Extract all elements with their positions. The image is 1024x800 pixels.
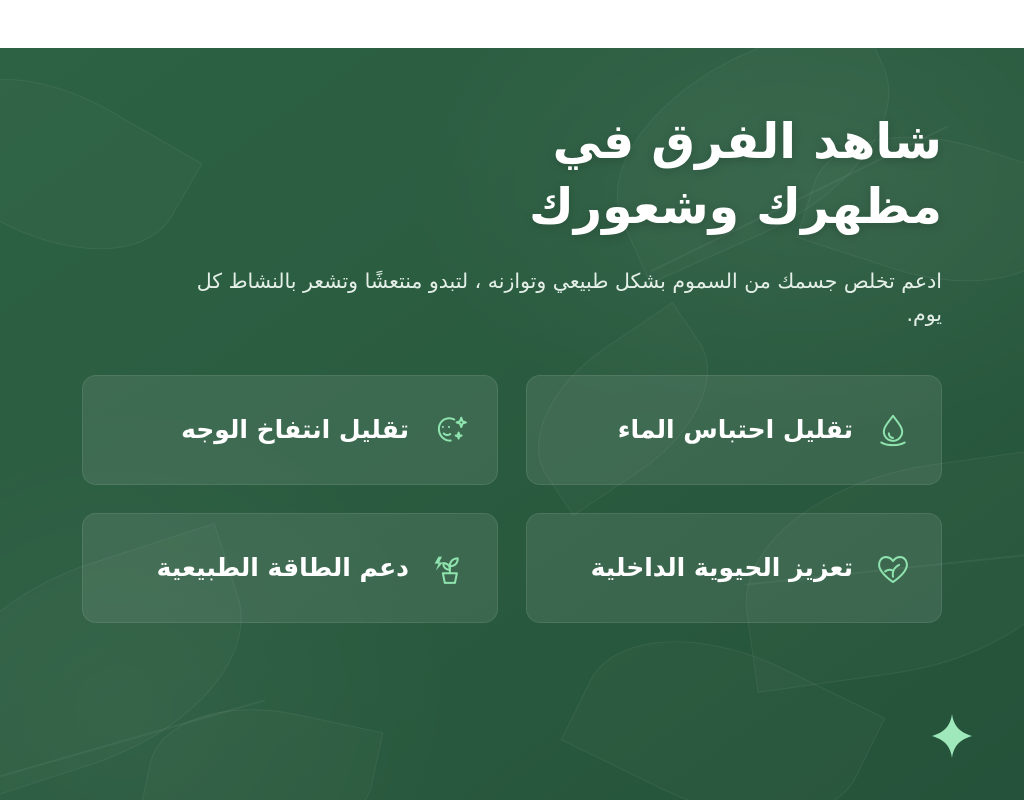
headline-line-2: مظهرك وشعورك bbox=[528, 177, 942, 235]
page-title bbox=[82, 110, 942, 239]
benefit-card-grid bbox=[82, 375, 942, 623]
benefit-card-label: تعزيز الحيوية الداخلية bbox=[590, 553, 853, 583]
benefit-card-label: تقليل احتباس الماء bbox=[617, 415, 853, 445]
benefit-card-face-puffiness[interactable] bbox=[82, 375, 498, 485]
hero-content bbox=[0, 48, 1024, 331]
heart-leaf-icon bbox=[871, 546, 915, 590]
benefit-card-label: دعم الطاقة الطبيعية bbox=[156, 553, 409, 583]
plant-energy-icon bbox=[427, 546, 471, 590]
benefit-card-label: تقليل انتفاخ الوجه bbox=[181, 415, 409, 445]
top-white-margin bbox=[0, 0, 1024, 48]
water-drop-icon bbox=[871, 408, 915, 452]
hero-subtext: ادعم تخلص جسمك من السموم بشكل طبيعي وتوازنه ، لتبدو منتعشًا وتشعر بالنشاط كل يوم. bbox=[196, 269, 942, 327]
benefit-card-inner-vitality[interactable] bbox=[526, 513, 942, 623]
hero-panel bbox=[0, 48, 1024, 800]
face-sparkle-icon bbox=[427, 408, 471, 452]
benefit-card-water-retention[interactable] bbox=[526, 375, 942, 485]
headline-line-1: شاهد الفرق في bbox=[552, 113, 942, 170]
benefit-card-natural-energy[interactable] bbox=[82, 513, 498, 623]
sparkle-icon bbox=[932, 714, 972, 762]
